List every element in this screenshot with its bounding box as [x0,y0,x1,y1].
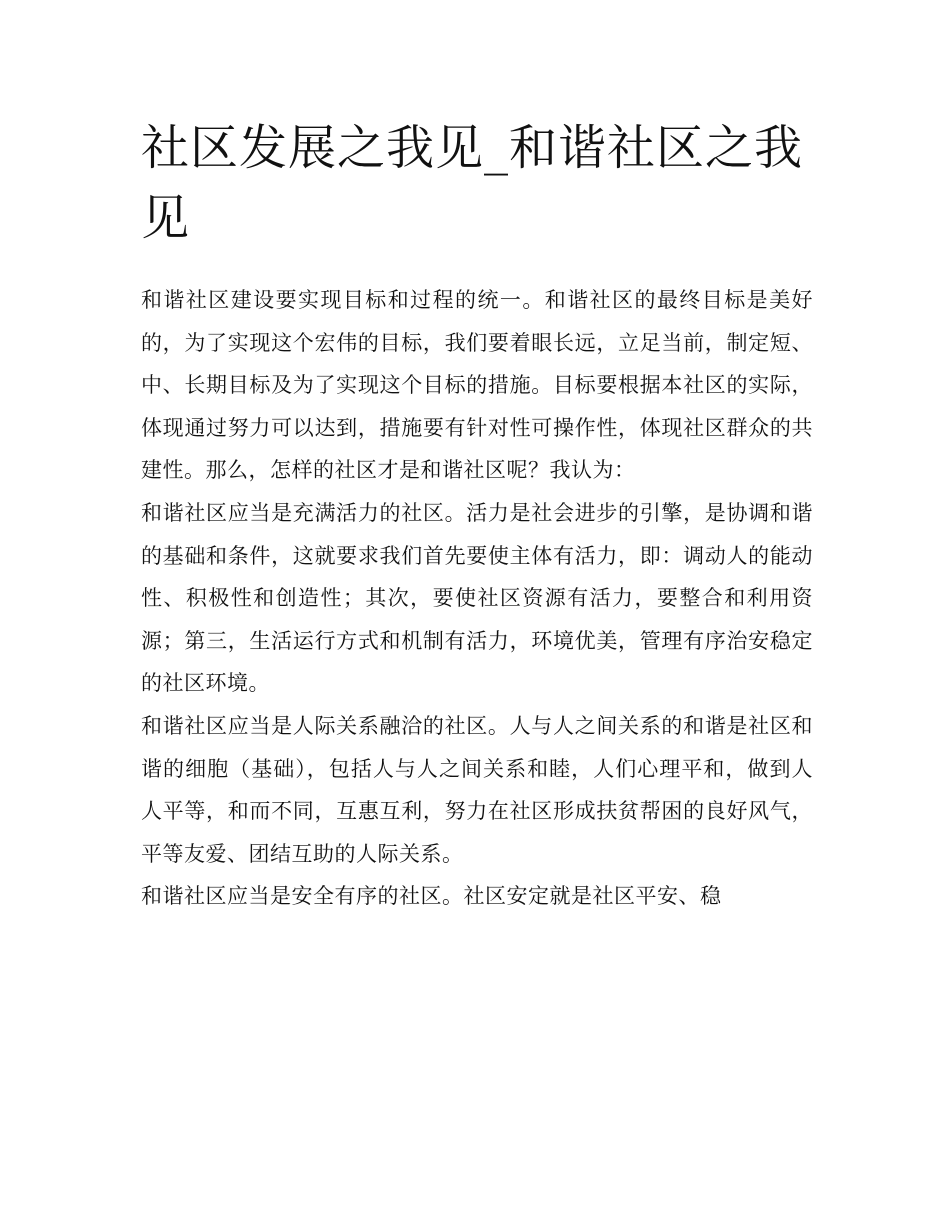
document-title: 社区发展之我见_和谐社区之我见 [141,120,804,246]
paragraph-safety: 和谐社区应当是安全有序的社区。社区安定就是社区平安、稳 [141,884,722,909]
paragraph-relations: 和谐社区应当是人际关系融洽的社区。人与人之间关系的和谐是社区和谐的细胞（基础），包括人与人之间关系和睦，人们心理平和，做到人人平等，和而不同，互惠互利，努力在社区形成扶贫帮困的良好风气，平等友爱、团结互助的人际关系。 [141,713,813,866]
document-body [141,279,813,918]
paragraph-intro: 和谐社区建设要实现目标和过程的统一。和谐社区的最终目标是美好的，为了实现这个宏伟的目标，我们要着眼长远，立足当前，制定短、中、长期目标及为了实现这个目标的措施。目标要根据本社区的实际，体现通过努力可以达到，措施要有针对性可操作性，体现社区群众的共建性。那么，怎样的社区才是和谐社区呢？我认为： [141,288,813,483]
paragraph-vitality: 和谐社区应当是充满活力的社区。活力是社会进步的引擎，是协调和谐的基础和条件，这就要求我们首先要使主体有活力，即：调动人的能动性、积极性和创造性；其次，要使社区资源有活力，要整合和利用资源；第三，生活运行方式和机制有活力，环境优美，管理有序治安稳定的社区环境。 [141,500,813,696]
